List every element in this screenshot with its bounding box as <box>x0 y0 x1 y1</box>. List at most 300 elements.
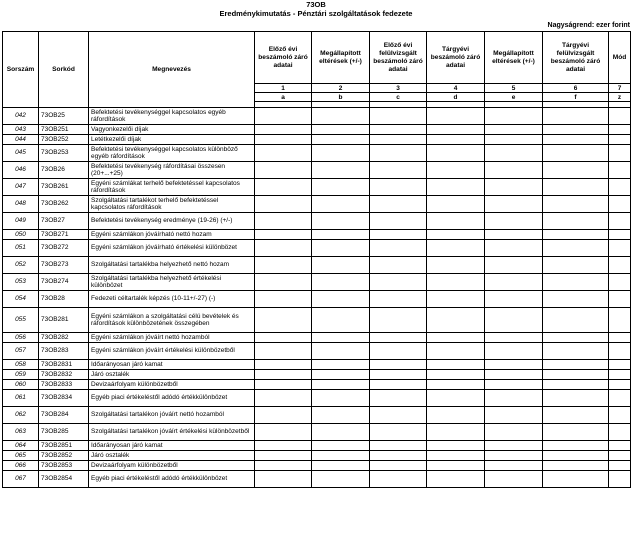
value-cell-6[interactable] <box>543 390 609 407</box>
value-cell-5[interactable] <box>485 240 543 257</box>
row-sorkod: 73OB274 <box>39 274 89 291</box>
value-cell-1[interactable] <box>255 333 312 343</box>
table-row <box>3 125 631 135</box>
value-cell-7[interactable] <box>609 196 631 213</box>
row-sorszam: 048 <box>3 196 39 213</box>
value-cell-7[interactable] <box>609 230 631 240</box>
row-megnevezes: Szolgáltatási tartalékon jóváírt nettó hozamból <box>89 407 255 424</box>
row-sorkod: 73OB285 <box>39 424 89 441</box>
value-cell-1[interactable] <box>255 424 312 441</box>
value-cell-3[interactable] <box>370 343 427 360</box>
table-row <box>3 274 631 291</box>
value-cell-1[interactable] <box>255 461 312 471</box>
table-row <box>3 196 631 213</box>
value-cell-5[interactable] <box>485 291 543 308</box>
header-row <box>3 32 631 84</box>
report-code: 73OB <box>306 0 326 9</box>
value-cell-2[interactable] <box>312 179 370 196</box>
value-cell-3[interactable] <box>370 196 427 213</box>
value-cell-6[interactable] <box>543 360 609 370</box>
row-sorkod: 73OB25 <box>39 108 89 125</box>
row-sorkod: 73OB2851 <box>39 441 89 451</box>
row-sorkod: 73OB2852 <box>39 451 89 461</box>
value-cell-6[interactable] <box>543 274 609 291</box>
row-sorkod: 73OB284 <box>39 407 89 424</box>
value-cell-2[interactable] <box>312 407 370 424</box>
value-cell-1[interactable] <box>255 162 312 179</box>
value-cell-3[interactable] <box>370 390 427 407</box>
value-cell-3[interactable] <box>370 108 427 125</box>
value-cell-6[interactable] <box>543 145 609 162</box>
value-cell-4[interactable] <box>427 274 485 291</box>
table-row <box>3 145 631 162</box>
row-sorszam: 059 <box>3 370 39 380</box>
value-cell-6[interactable] <box>543 179 609 196</box>
value-cell-3[interactable] <box>370 441 427 451</box>
value-cell-7[interactable] <box>609 441 631 451</box>
row-sorszam: 042 <box>3 108 39 125</box>
table-row <box>3 390 631 407</box>
value-cell-6[interactable] <box>543 230 609 240</box>
value-cell-7[interactable] <box>609 407 631 424</box>
value-cell-4[interactable] <box>427 108 485 125</box>
value-cell-4[interactable] <box>427 240 485 257</box>
value-cell-4[interactable] <box>427 179 485 196</box>
row-megnevezes: Egyéni számlákon jóváírt értékelési különbözetből <box>89 343 255 360</box>
col-header-sorkod: Sorkód <box>39 32 89 108</box>
table-row <box>3 291 631 308</box>
value-cell-5[interactable] <box>485 230 543 240</box>
table-row <box>3 162 631 179</box>
row-sorszam: 066 <box>3 461 39 471</box>
value-cell-4[interactable] <box>427 360 485 370</box>
row-megnevezes: Devizaárfolyam különbözetből <box>89 380 255 390</box>
value-cell-3[interactable] <box>370 179 427 196</box>
report-title: Eredménykimutatás - Pénztári szolgáltatások fedezete <box>219 9 413 18</box>
row-megnevezes: Vagyonkezelői díjak <box>89 125 255 135</box>
value-cell-7[interactable] <box>609 162 631 179</box>
value-cell-2[interactable] <box>312 291 370 308</box>
row-sorszam: 050 <box>3 230 39 240</box>
value-cell-4[interactable] <box>427 145 485 162</box>
value-cell-5[interactable] <box>485 451 543 461</box>
value-cell-2[interactable] <box>312 162 370 179</box>
value-cell-5[interactable] <box>485 125 543 135</box>
row-sorszam: 046 <box>3 162 39 179</box>
row-sorkod: 73OB26 <box>39 162 89 179</box>
value-cell-3[interactable] <box>370 333 427 343</box>
value-cell-6[interactable] <box>543 424 609 441</box>
value-cell-6[interactable] <box>543 135 609 145</box>
value-cell-1[interactable] <box>255 380 312 390</box>
value-cell-3[interactable] <box>370 257 427 274</box>
row-sorkod: 73OB2834 <box>39 390 89 407</box>
value-cell-5[interactable] <box>485 274 543 291</box>
value-cell-4[interactable] <box>427 441 485 451</box>
value-cell-7[interactable] <box>609 471 631 488</box>
row-megnevezes: Időarányosan járó kamat <box>89 441 255 451</box>
table-body <box>3 108 631 488</box>
table-row <box>3 257 631 274</box>
table-row <box>3 179 631 196</box>
value-cell-2[interactable] <box>312 196 370 213</box>
value-cell-2[interactable] <box>312 213 370 230</box>
value-cell-5[interactable] <box>485 162 543 179</box>
row-sorkod: 73OB282 <box>39 333 89 343</box>
col-header-7: Mód <box>609 32 631 84</box>
value-cell-5[interactable] <box>485 145 543 162</box>
value-cell-4[interactable] <box>427 257 485 274</box>
row-sorkod: 73OB2853 <box>39 461 89 471</box>
value-cell-1[interactable] <box>255 343 312 360</box>
row-megnevezes: Szolgáltatási tartalékon jóváírt értékelési különbözetből <box>89 424 255 441</box>
value-cell-3[interactable] <box>370 213 427 230</box>
value-cell-6[interactable] <box>543 451 609 461</box>
row-sorszam: 064 <box>3 441 39 451</box>
value-cell-2[interactable] <box>312 360 370 370</box>
value-cell-4[interactable] <box>427 196 485 213</box>
value-cell-6[interactable] <box>543 471 609 488</box>
table-row <box>3 108 631 125</box>
value-cell-6[interactable] <box>543 257 609 274</box>
table-row <box>3 135 631 145</box>
value-cell-4[interactable] <box>427 390 485 407</box>
value-cell-3[interactable] <box>370 360 427 370</box>
value-cell-2[interactable] <box>312 424 370 441</box>
value-cell-4[interactable] <box>427 162 485 179</box>
value-cell-6[interactable] <box>543 441 609 451</box>
value-cell-7[interactable] <box>609 125 631 135</box>
value-cell-1[interactable] <box>255 135 312 145</box>
value-cell-2[interactable] <box>312 135 370 145</box>
row-sorszam: 044 <box>3 135 39 145</box>
table-row <box>3 471 631 488</box>
value-cell-6[interactable] <box>543 343 609 360</box>
row-megnevezes: Befektetési tevékenységgel kapcsolatos egyéb ráfordítások <box>89 108 255 125</box>
row-sorkod: 73OB251 <box>39 125 89 135</box>
unit-label: Nagyságrend: ezer forint <box>547 22 630 29</box>
row-megnevezes: Letétkezelői díjak <box>89 135 255 145</box>
value-cell-2[interactable] <box>312 230 370 240</box>
value-cell-2[interactable] <box>312 274 370 291</box>
row-sorkod: 73OB27 <box>39 213 89 230</box>
value-cell-5[interactable] <box>485 179 543 196</box>
value-cell-3[interactable] <box>370 145 427 162</box>
value-cell-1[interactable] <box>255 108 312 125</box>
value-cell-3[interactable] <box>370 162 427 179</box>
table-row <box>3 230 631 240</box>
row-sorkod: 73OB283 <box>39 343 89 360</box>
table-row <box>3 407 631 424</box>
table-row <box>3 451 631 461</box>
col-letter: d <box>427 93 485 102</box>
col-header-sorszam: Sorszám <box>3 32 39 108</box>
row-sorkod: 73OB253 <box>39 145 89 162</box>
value-cell-7[interactable] <box>609 380 631 390</box>
value-cell-1[interactable] <box>255 471 312 488</box>
value-cell-4[interactable] <box>427 471 485 488</box>
value-cell-6[interactable] <box>543 380 609 390</box>
table-row <box>3 343 631 360</box>
col-number: 4 <box>427 84 485 93</box>
value-cell-5[interactable] <box>485 343 543 360</box>
col-number: 2 <box>312 84 370 93</box>
value-cell-1[interactable] <box>255 451 312 461</box>
value-cell-5[interactable] <box>485 196 543 213</box>
row-megnevezes: Egyéni számlákon jóváírható nettó hozam <box>89 230 255 240</box>
row-sorkod: 73OB273 <box>39 257 89 274</box>
value-cell-2[interactable] <box>312 125 370 135</box>
value-cell-7[interactable] <box>609 179 631 196</box>
row-sorszam: 052 <box>3 257 39 274</box>
value-cell-7[interactable] <box>609 274 631 291</box>
value-cell-6[interactable] <box>543 370 609 380</box>
value-cell-2[interactable] <box>312 343 370 360</box>
value-cell-5[interactable] <box>485 370 543 380</box>
col-number: 3 <box>370 84 427 93</box>
row-sorszam: 056 <box>3 333 39 343</box>
value-cell-7[interactable] <box>609 240 631 257</box>
value-cell-7[interactable] <box>609 108 631 125</box>
value-cell-3[interactable] <box>370 424 427 441</box>
row-sorkod: 73OB2832 <box>39 370 89 380</box>
row-sorszam: 049 <box>3 213 39 230</box>
row-megnevezes: Szolgáltatási tartalékba helyezhető nettó hozam <box>89 257 255 274</box>
value-cell-3[interactable] <box>370 240 427 257</box>
value-cell-4[interactable] <box>427 135 485 145</box>
value-cell-3[interactable] <box>370 471 427 488</box>
value-cell-6[interactable] <box>543 108 609 125</box>
row-megnevezes: Egyéni számlákon a szolgáltatási célú bevételek és ráfordítások különbözetének összegében <box>89 308 255 333</box>
row-megnevezes: Befektetési tevékenység eredménye (19-26) (+/-) <box>89 213 255 230</box>
value-cell-1[interactable] <box>255 230 312 240</box>
value-cell-5[interactable] <box>485 257 543 274</box>
value-cell-2[interactable] <box>312 370 370 380</box>
row-sorkod: 73OB271 <box>39 230 89 240</box>
value-cell-3[interactable] <box>370 308 427 333</box>
report-table <box>2 31 631 488</box>
value-cell-4[interactable] <box>427 125 485 135</box>
value-cell-4[interactable] <box>427 407 485 424</box>
value-cell-7[interactable] <box>609 343 631 360</box>
value-cell-5[interactable] <box>485 380 543 390</box>
value-cell-3[interactable] <box>370 370 427 380</box>
value-cell-4[interactable] <box>427 230 485 240</box>
value-cell-5[interactable] <box>485 407 543 424</box>
row-sorszam: 065 <box>3 451 39 461</box>
value-cell-1[interactable] <box>255 196 312 213</box>
value-cell-4[interactable] <box>427 308 485 333</box>
value-cell-7[interactable] <box>609 360 631 370</box>
value-cell-3[interactable] <box>370 407 427 424</box>
value-cell-1[interactable] <box>255 441 312 451</box>
value-cell-3[interactable] <box>370 461 427 471</box>
value-cell-2[interactable] <box>312 380 370 390</box>
row-megnevezes: Szolgáltatási tartalékot terhelő befektetéssel kapcsolatos ráfordítások <box>89 196 255 213</box>
col-number: 7 <box>609 84 631 93</box>
row-sorkod: 73OB252 <box>39 135 89 145</box>
row-sorszam: 057 <box>3 343 39 360</box>
value-cell-2[interactable] <box>312 451 370 461</box>
col-header-6: Tárgyévi felülvizsgált beszámoló záró adatai <box>543 32 609 84</box>
table-row <box>3 424 631 441</box>
value-cell-6[interactable] <box>543 308 609 333</box>
value-cell-4[interactable] <box>427 291 485 308</box>
value-cell-2[interactable] <box>312 108 370 125</box>
col-letter: e <box>485 93 543 102</box>
value-cell-1[interactable] <box>255 407 312 424</box>
value-cell-5[interactable] <box>485 135 543 145</box>
value-cell-5[interactable] <box>485 308 543 333</box>
row-sorkod: 73OB2854 <box>39 471 89 488</box>
table-row <box>3 461 631 471</box>
value-cell-3[interactable] <box>370 135 427 145</box>
row-sorszam: 054 <box>3 291 39 308</box>
row-sorszam: 053 <box>3 274 39 291</box>
value-cell-4[interactable] <box>427 333 485 343</box>
value-cell-3[interactable] <box>370 380 427 390</box>
value-cell-6[interactable] <box>543 213 609 230</box>
value-cell-2[interactable] <box>312 461 370 471</box>
row-sorszam: 047 <box>3 179 39 196</box>
row-megnevezes: Befektetési tevékenységgel kapcsolatos különböző egyéb ráfordítások <box>89 145 255 162</box>
value-cell-6[interactable] <box>543 162 609 179</box>
row-sorszam: 045 <box>3 145 39 162</box>
value-cell-2[interactable] <box>312 441 370 451</box>
row-megnevezes: Fedezeti céltartalék képzés (10-11+/-27) (-) <box>89 291 255 308</box>
value-cell-2[interactable] <box>312 308 370 333</box>
row-megnevezes: Egyéni számlákon jóváírható értékelési különbözet <box>89 240 255 257</box>
value-cell-4[interactable] <box>427 343 485 360</box>
value-cell-2[interactable] <box>312 240 370 257</box>
value-cell-3[interactable] <box>370 230 427 240</box>
value-cell-4[interactable] <box>427 380 485 390</box>
value-cell-4[interactable] <box>427 461 485 471</box>
value-cell-6[interactable] <box>543 291 609 308</box>
value-cell-6[interactable] <box>543 407 609 424</box>
value-cell-6[interactable] <box>543 125 609 135</box>
row-sorkod: 73OB272 <box>39 240 89 257</box>
col-letter: f <box>543 93 609 102</box>
row-sorkod: 73OB261 <box>39 179 89 196</box>
value-cell-7[interactable] <box>609 370 631 380</box>
value-cell-6[interactable] <box>543 240 609 257</box>
row-sorkod: 73OB262 <box>39 196 89 213</box>
value-cell-1[interactable] <box>255 360 312 370</box>
value-cell-2[interactable] <box>312 471 370 488</box>
value-cell-7[interactable] <box>609 213 631 230</box>
value-cell-5[interactable] <box>485 360 543 370</box>
value-cell-4[interactable] <box>427 424 485 441</box>
row-megnevezes: Egyéb piaci értékeléstől adódó értékkülönbözet <box>89 390 255 407</box>
col-header-4: Tárgyévi beszámoló záró adatai <box>427 32 485 84</box>
value-cell-2[interactable] <box>312 257 370 274</box>
col-number: 6 <box>543 84 609 93</box>
table-row <box>3 333 631 343</box>
row-sorszam: 055 <box>3 308 39 333</box>
value-cell-7[interactable] <box>609 257 631 274</box>
value-cell-3[interactable] <box>370 274 427 291</box>
value-cell-5[interactable] <box>485 471 543 488</box>
row-megnevezes: Szolgáltatási tartalékba helyezhető értékelési különbözet <box>89 274 255 291</box>
value-cell-7[interactable] <box>609 135 631 145</box>
value-cell-7[interactable] <box>609 333 631 343</box>
table-row <box>3 308 631 333</box>
value-cell-6[interactable] <box>543 196 609 213</box>
row-sorszam: 067 <box>3 471 39 488</box>
value-cell-7[interactable] <box>609 145 631 162</box>
table-row <box>3 213 631 230</box>
value-cell-7[interactable] <box>609 424 631 441</box>
col-letter: z <box>609 93 631 102</box>
value-cell-7[interactable] <box>609 451 631 461</box>
value-cell-5[interactable] <box>485 333 543 343</box>
value-cell-1[interactable] <box>255 257 312 274</box>
value-cell-5[interactable] <box>485 108 543 125</box>
col-header-megnevezes: Megnevezés <box>89 32 255 108</box>
col-header-1: Előző évi beszámoló záró adatai <box>255 32 312 84</box>
value-cell-1[interactable] <box>255 390 312 407</box>
value-cell-7[interactable] <box>609 390 631 407</box>
col-number: 1 <box>255 84 312 93</box>
value-cell-1[interactable] <box>255 308 312 333</box>
value-cell-2[interactable] <box>312 390 370 407</box>
row-sorkod: 73OB28 <box>39 291 89 308</box>
row-sorszam: 060 <box>3 380 39 390</box>
row-sorszam: 043 <box>3 125 39 135</box>
row-sorkod: 73OB2833 <box>39 380 89 390</box>
value-cell-6[interactable] <box>543 333 609 343</box>
value-cell-1[interactable] <box>255 370 312 380</box>
value-cell-1[interactable] <box>255 291 312 308</box>
col-number: 5 <box>485 84 543 93</box>
value-cell-2[interactable] <box>312 145 370 162</box>
value-cell-7[interactable] <box>609 291 631 308</box>
table-row <box>3 370 631 380</box>
col-header-3: Előző évi felülvizsgált beszámoló záró adatai <box>370 32 427 84</box>
value-cell-5[interactable] <box>485 424 543 441</box>
row-megnevezes: Időarányosan járó kamat <box>89 360 255 370</box>
value-cell-1[interactable] <box>255 179 312 196</box>
row-megnevezes: Devizaárfolyam különbözetből <box>89 461 255 471</box>
table-row <box>3 441 631 451</box>
value-cell-5[interactable] <box>485 441 543 451</box>
value-cell-1[interactable] <box>255 125 312 135</box>
value-cell-3[interactable] <box>370 291 427 308</box>
value-cell-6[interactable] <box>543 461 609 471</box>
value-cell-3[interactable] <box>370 451 427 461</box>
row-sorszam: 063 <box>3 424 39 441</box>
value-cell-7[interactable] <box>609 308 631 333</box>
row-sorszam: 058 <box>3 360 39 370</box>
row-megnevezes: Járó osztalék <box>89 370 255 380</box>
value-cell-3[interactable] <box>370 125 427 135</box>
value-cell-5[interactable] <box>485 390 543 407</box>
row-sorkod: 73OB281 <box>39 308 89 333</box>
value-cell-1[interactable] <box>255 274 312 291</box>
value-cell-1[interactable] <box>255 213 312 230</box>
value-cell-4[interactable] <box>427 370 485 380</box>
value-cell-7[interactable] <box>609 461 631 471</box>
value-cell-5[interactable] <box>485 213 543 230</box>
col-letter: a <box>255 93 312 102</box>
value-cell-2[interactable] <box>312 333 370 343</box>
value-cell-5[interactable] <box>485 461 543 471</box>
value-cell-1[interactable] <box>255 240 312 257</box>
value-cell-4[interactable] <box>427 213 485 230</box>
value-cell-1[interactable] <box>255 145 312 162</box>
value-cell-4[interactable] <box>427 451 485 461</box>
